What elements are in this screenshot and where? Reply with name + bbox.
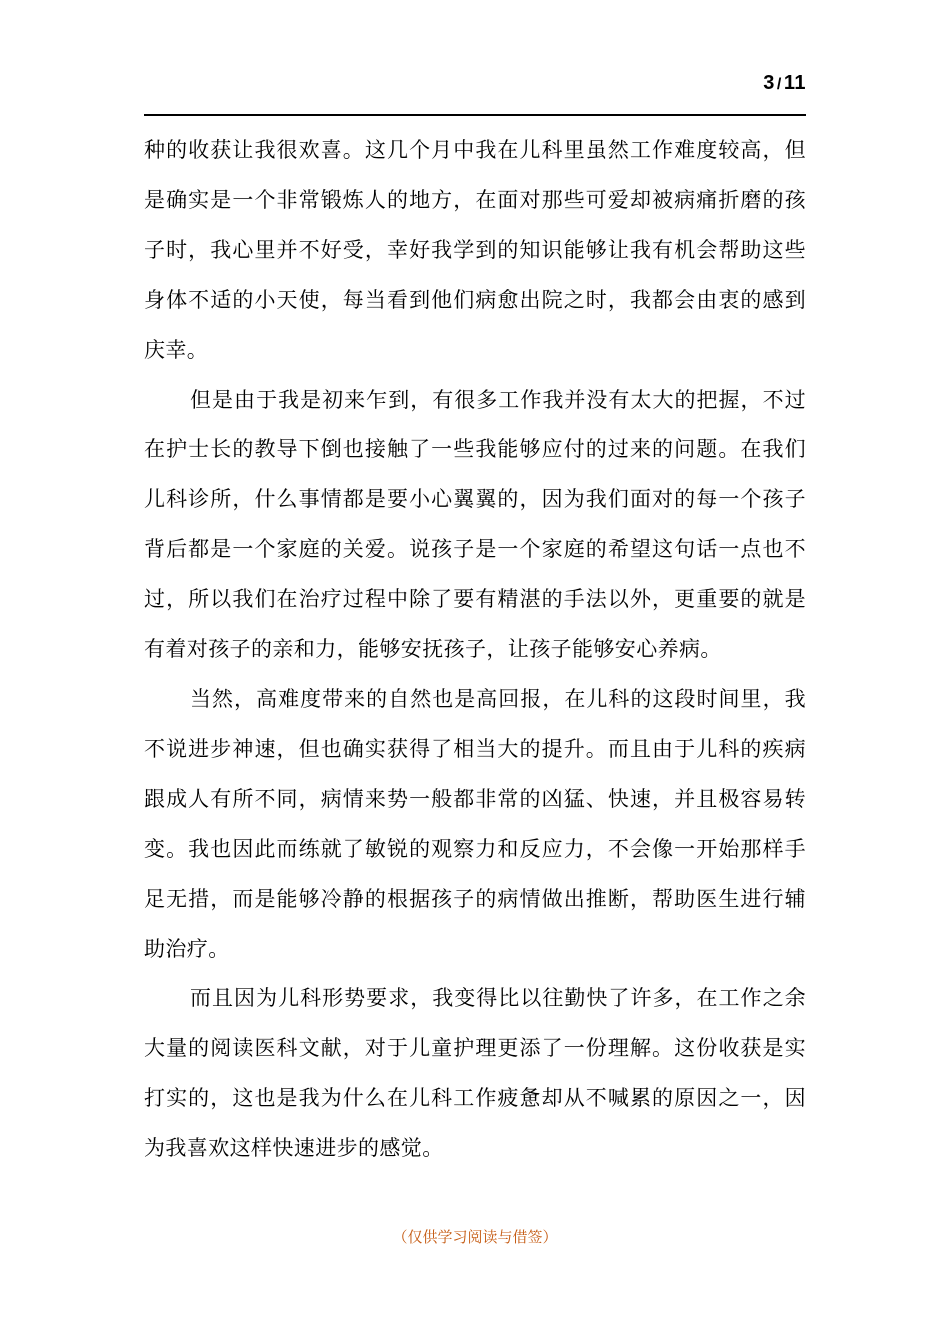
page-current: 3 [763, 72, 775, 94]
paragraph-continuation: 种的收获让我很欢喜。这几个月中我在儿科里虽然工作难度较高，但是确实是一个非常锻炼人的地方，在面对那些可爱却被病痛折磨的孩子时，我心里并不好受，幸好我学到的知识能够让我有机会帮助这些身体不适的小天使，每当看到他们病愈出院之时，我都会由衷的感到庆幸。 [144, 138, 806, 362]
paragraph: 但是由于我是初来乍到，有很多工作我并没有太大的把握，不过在护士长的教导下倒也接触了一些我能够应付的过来的问题。在我们儿科诊所，什么事情都是要小心翼翼的，因为我们面对的每一个孩子背后都是一个家庭的关爱。说孩子是一个家庭的希望这句话一点也不过，所以我们在治疗过程中除了要有精湛的手法以外，更重要的就是有着对孩子的亲和力，能够安抚孩子，让孩子能够安心养病。 [144, 387, 806, 662]
paragraph: 而且因为儿科形势要求，我变得比以往勤快了许多，在工作之余大量的阅读医科文献，对于儿童护理更添了一份理解。这份收获是实打实的，这也是我为什么在儿科工作疲惫却从不喊累的原因之一，因为我喜欢这样快速进步的感觉。 [144, 986, 806, 1161]
footer-note: （仅供学习阅读与借签） [392, 1228, 558, 1246]
page-total: 11 [783, 72, 806, 94]
document-body [144, 126, 806, 1174]
header-rule [144, 114, 806, 116]
page-number [763, 70, 806, 98]
page-separator: / [776, 76, 782, 93]
paragraph: 当然，高难度带来的自然也是高回报，在儿科的这段时间里，我不说进步神速，但也确实获得了相当大的提升。而且由于儿科的疾病跟成人有所不同，病情来势一般都非常的凶猛、快速，并且极容易转变。我也因此而练就了敏锐的观察力和反应力，不会像一开始那样手足无措，而是能够冷静的根据孩子的病情做出推断，帮助医生进行辅助治疗。 [144, 686, 806, 961]
